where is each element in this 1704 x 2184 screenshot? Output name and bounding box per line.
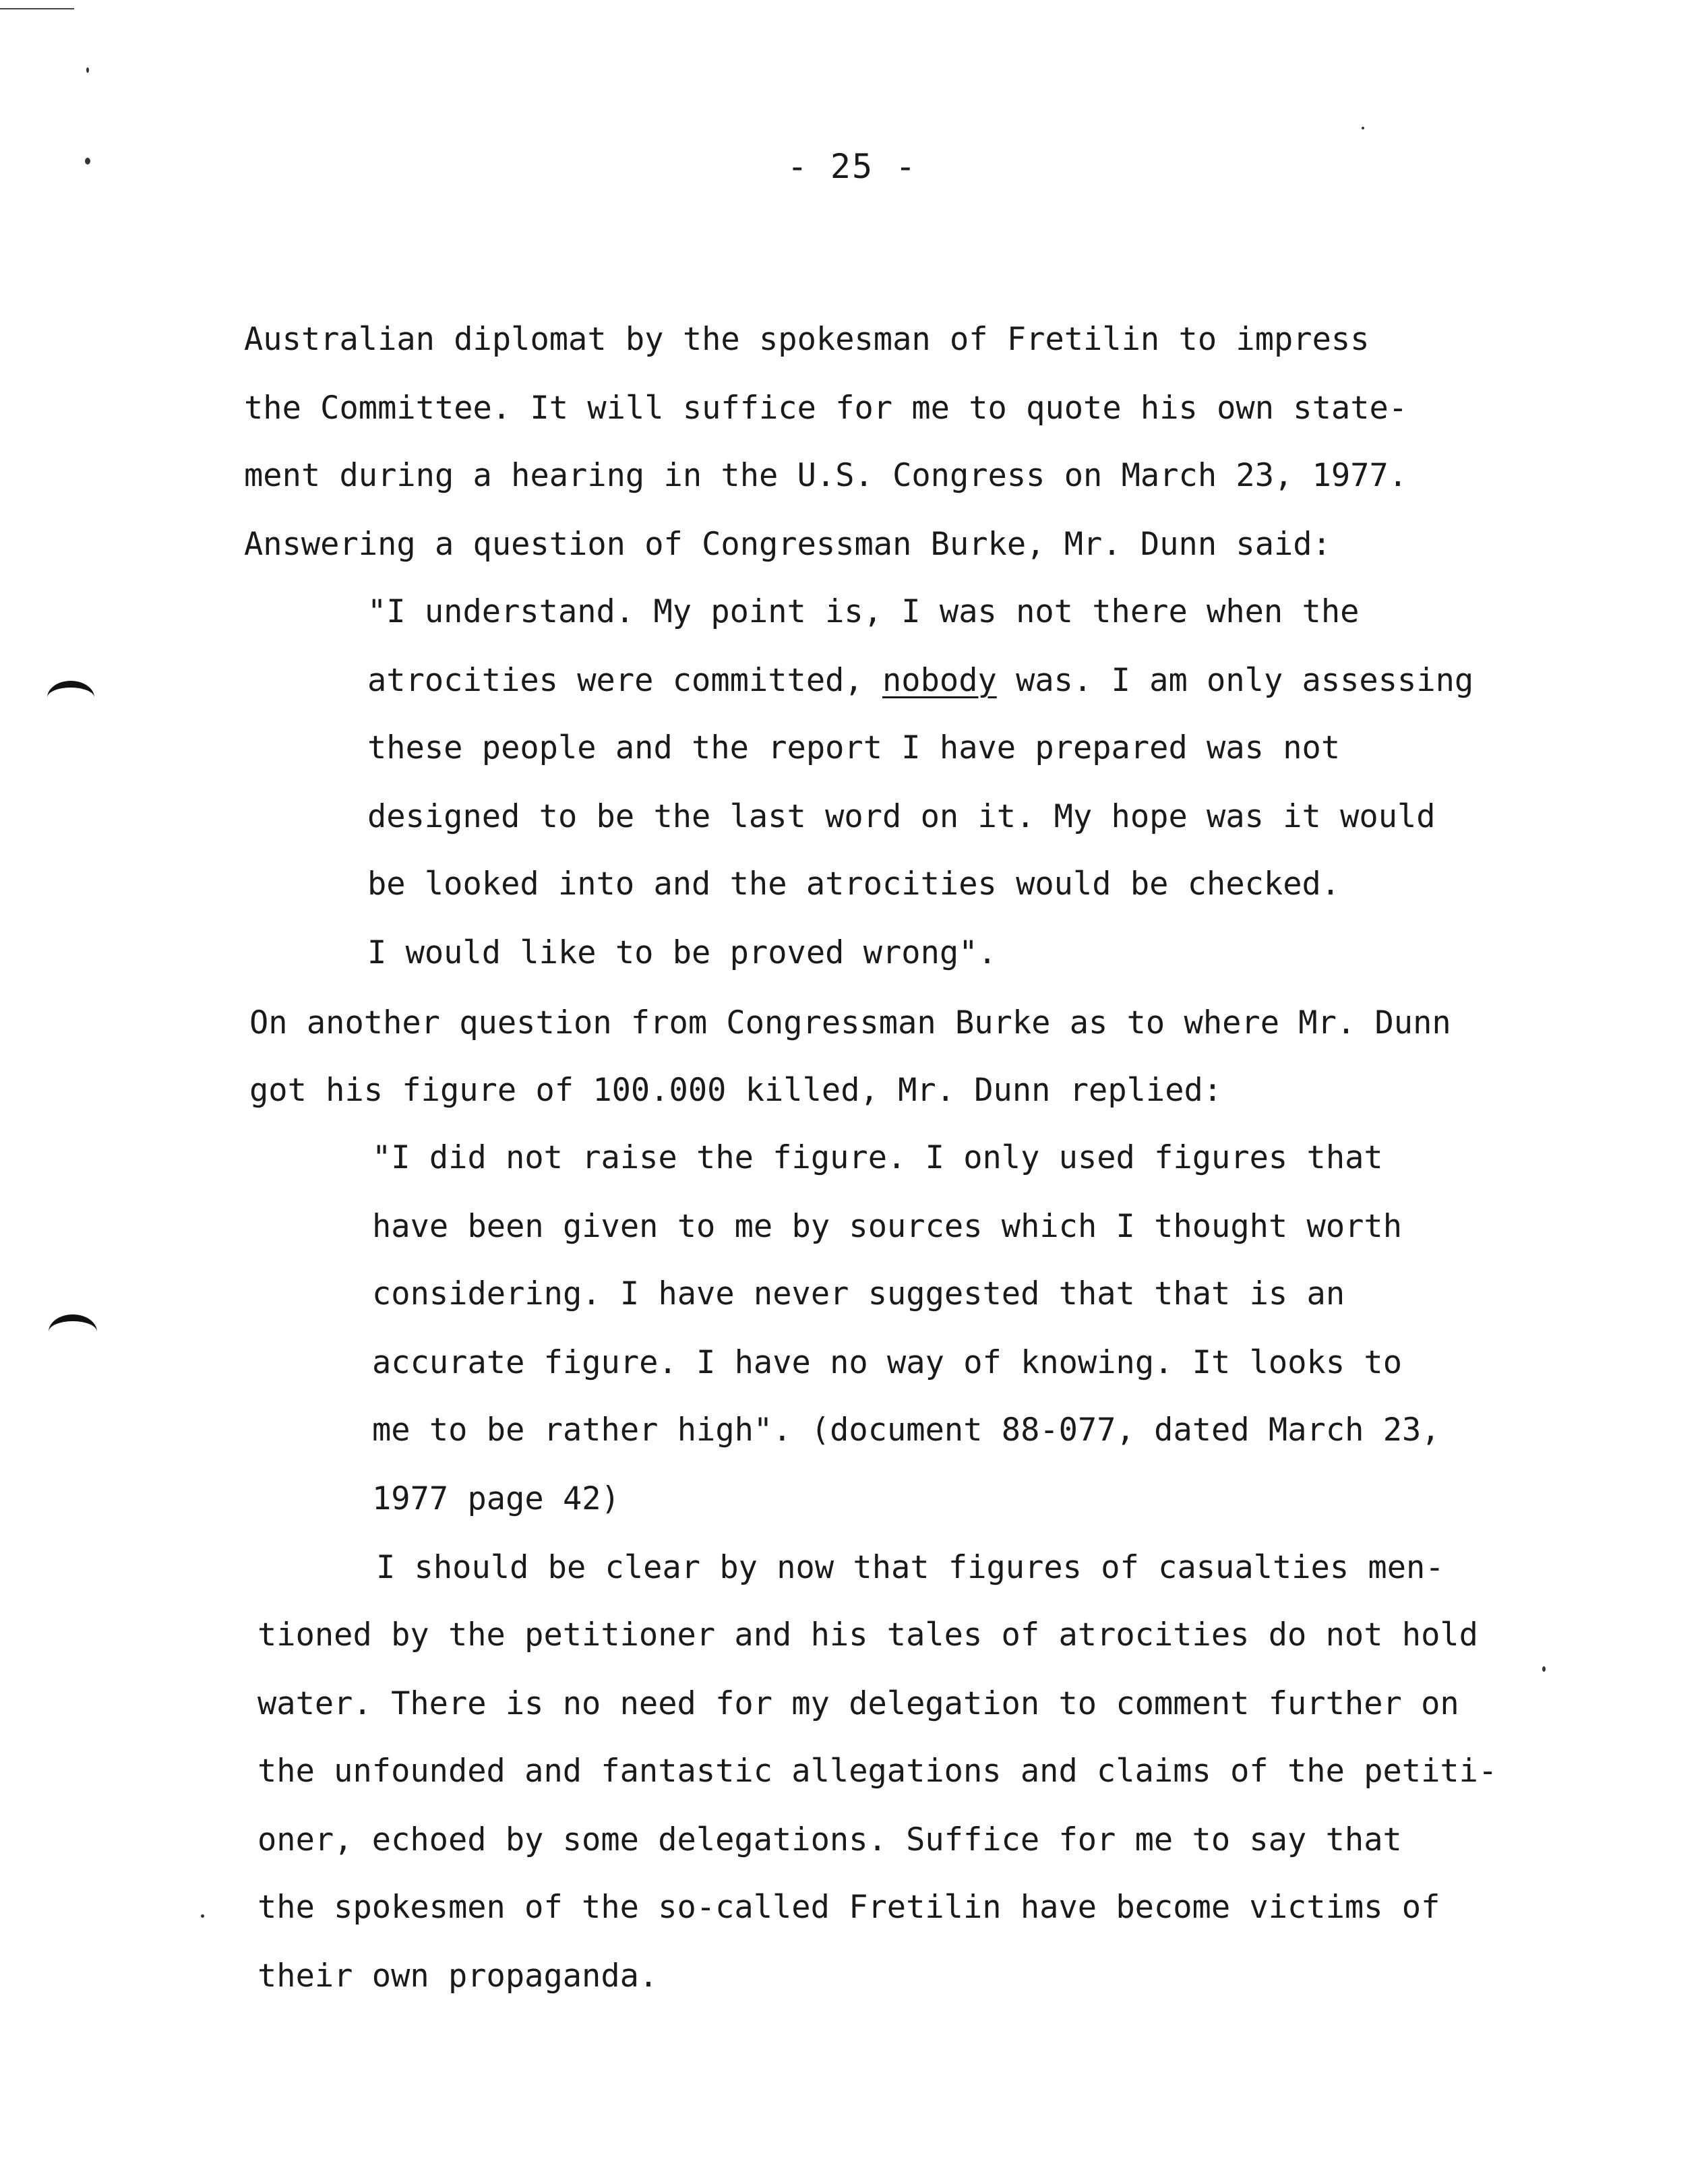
text-line: their own propaganda. (257, 1958, 659, 1995)
text-line: the unfounded and fantastic allegations and claims of the petiti- (257, 1753, 1498, 1790)
quote-line: "I did not raise the figure. I only used figures that (372, 1139, 1383, 1176)
quote-line (367, 662, 1474, 699)
page-number: - 25 - (787, 147, 917, 186)
scan-edge-mark (0, 8, 74, 9)
quote-line: have been given to me by sources which I thought worth (372, 1208, 1403, 1245)
quote-line: me to be rather high". (document 88-077, dated March 23, (372, 1412, 1440, 1449)
quote-line: considering. I have never suggested that that is an (372, 1275, 1345, 1312)
text-line: the Committee. It will suffice for me to quote his own state- (244, 390, 1408, 427)
scan-speck (201, 1914, 204, 1918)
quote-line: these people and the report I have prepared was not (367, 729, 1341, 766)
scan-speck (85, 158, 90, 164)
scan-speck (86, 67, 89, 73)
text-line: I should be clear by now that figures of casualties men- (376, 1549, 1444, 1586)
punch-hole-mark (49, 1314, 97, 1349)
scan-speck (1542, 1666, 1546, 1672)
text-line: got his figure of 100.000 killed, Mr. Dunn replied: (249, 1072, 1223, 1109)
text-line: tioned by the petitioner and his tales of atrocities do not hold (257, 1616, 1478, 1654)
text-line: Answering a question of Congressman Burke, Mr. Dunn said: (244, 526, 1331, 563)
quote-line: I would like to be proved wrong". (367, 934, 997, 971)
punch-hole-mark (47, 681, 94, 715)
quote-text: atrocities were committed, (367, 662, 883, 699)
quote-line: 1977 page 42) (372, 1480, 620, 1517)
text-line: oner, echoed by some delegations. Suffice for me to say that (257, 1821, 1402, 1858)
quote-line: designed to be the last word on it. My hope was it would (367, 798, 1436, 835)
text-line: Australian diplomat by the spokesman of Fretilin to impress (244, 321, 1370, 358)
text-line: ment during a hearing in the U.S. Congress on March 23, 1977. (244, 457, 1408, 494)
underlined-word: nobody (882, 662, 997, 699)
quote-line: "I understand. My point is, I was not there when the (367, 593, 1360, 630)
scan-speck (1362, 127, 1364, 129)
quote-line: be looked into and the atrocities would be checked. (367, 866, 1341, 903)
quote-text: was. I am only assessing (996, 662, 1474, 699)
text-line: water. There is no need for my delegation to comment further on (257, 1685, 1459, 1722)
quote-line: accurate figure. I have no way of knowing. It looks to (372, 1344, 1403, 1381)
text-line: On another question from Congressman Burke as to where Mr. Dunn (249, 1004, 1451, 1041)
text-line: the spokesmen of the so-called Fretilin have become victims of (257, 1889, 1440, 1926)
